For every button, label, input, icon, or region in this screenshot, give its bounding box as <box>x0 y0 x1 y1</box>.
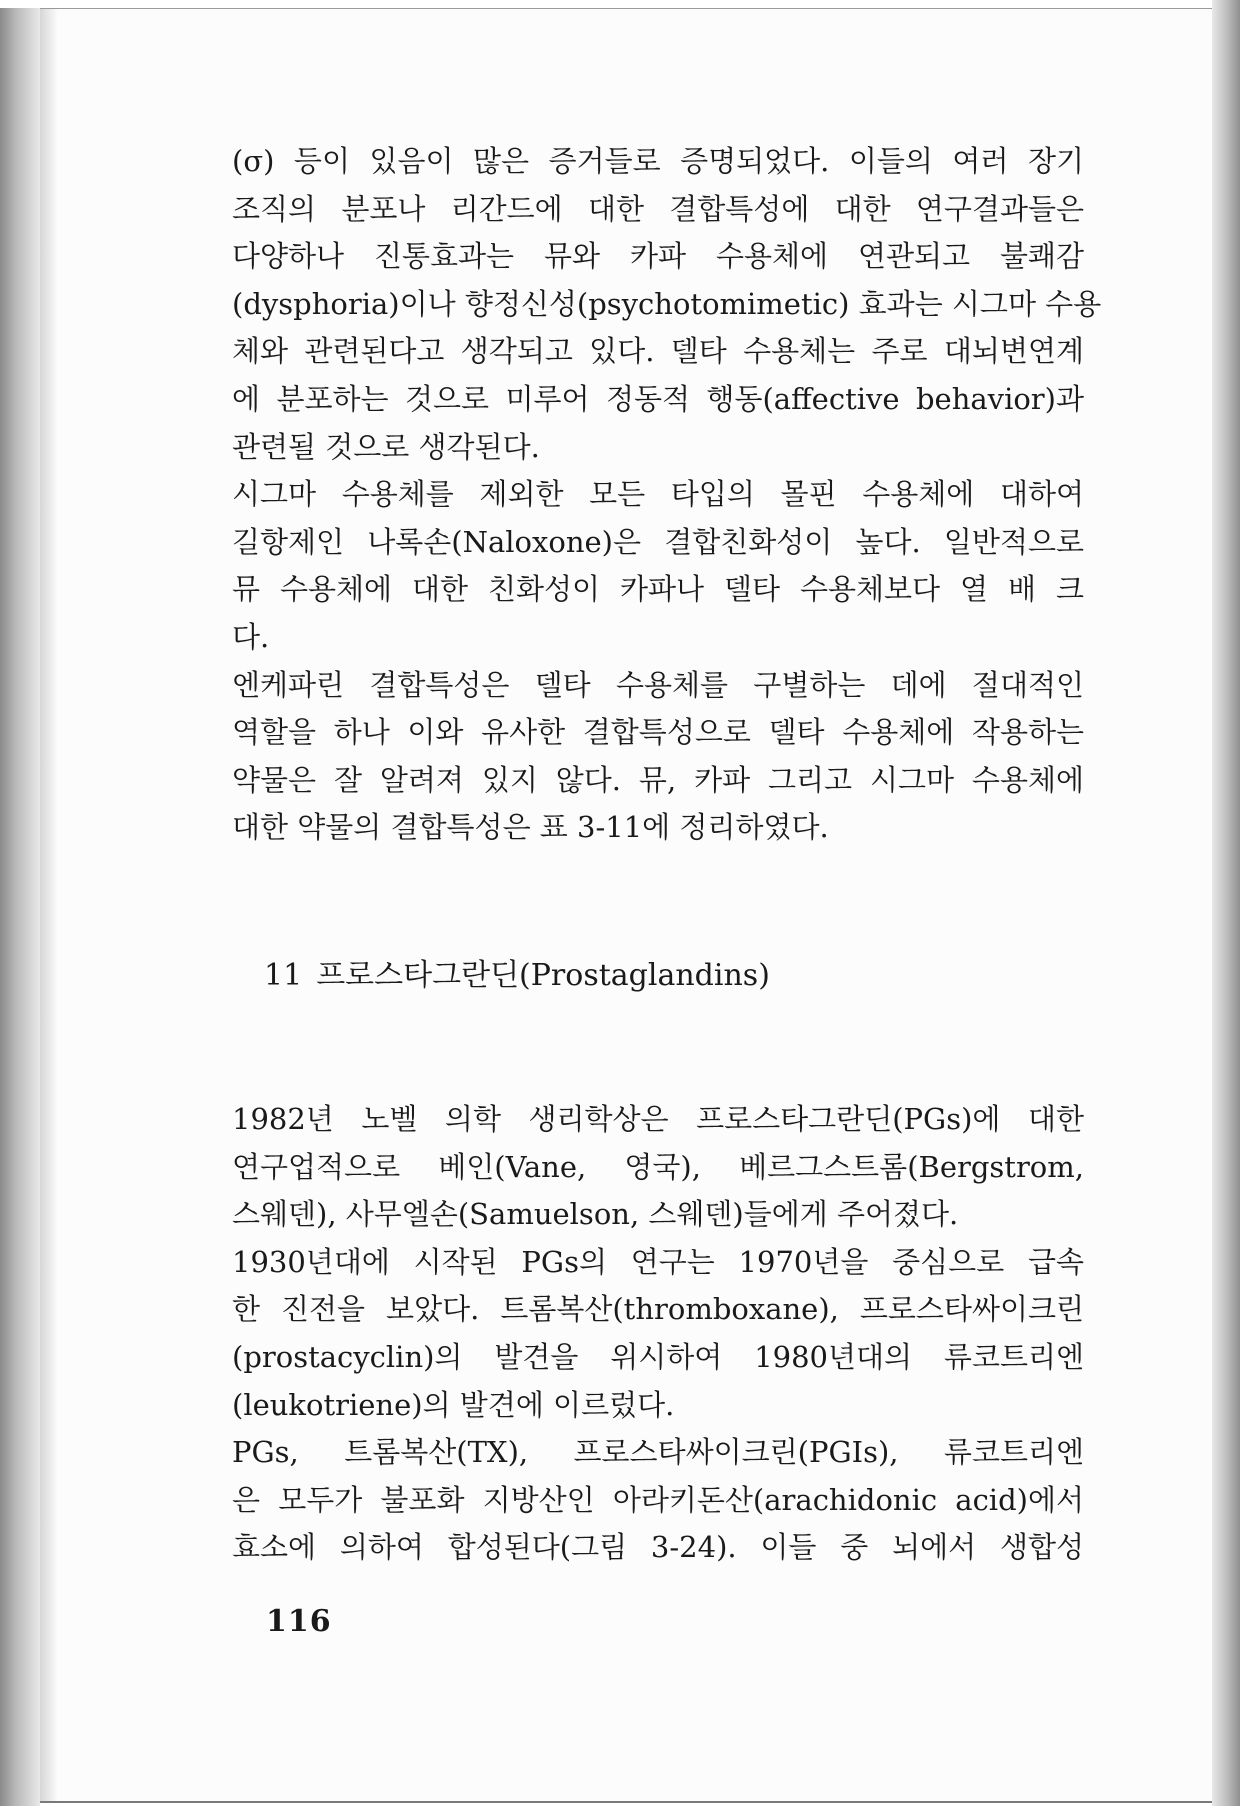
paragraph-6 <box>232 1429 1084 1572</box>
page-edge-shadow-left <box>0 8 40 1806</box>
text-line: PGs, 트롬복산(TX), 프로스타싸이크린(PGIs), 류코트리엔 <box>232 1435 1084 1470</box>
page-edge-shadow-right <box>1212 0 1240 1806</box>
section-opioid-receptors <box>232 138 1102 852</box>
text-line: 다. <box>232 619 270 654</box>
text-line: 엔케파린 결합특성은 델타 수용체를 구별하는 데에 절대적인 <box>232 667 1084 702</box>
text-line: 시그마 수용체를 제외한 모든 타입의 몰핀 수용체에 대하여 <box>232 477 1084 512</box>
section-heading <box>264 954 770 998</box>
text-line: 대한 약물의 결합특성은 표 3-11에 정리하였다. <box>232 810 829 845</box>
text-line: 체와 관련된다고 생각되고 있다. 델타 수용체는 주로 대뇌변연계 <box>232 334 1084 369</box>
section-prostaglandins <box>232 1096 1084 1572</box>
paragraph-5 <box>232 1239 1084 1429</box>
section-title: 프로스타그란딘(Prostaglandins) <box>316 958 770 993</box>
text-line: (dysphoria)이나 향정신성(psychotomimetic) 효과는 시그마 수용 <box>232 286 1102 321</box>
section-number: 11 <box>264 958 303 993</box>
page-number: 116 <box>266 1604 332 1639</box>
text-line: 역할을 하나 이와 유사한 결합특성으로 델타 수용체에 작용하는 <box>232 715 1084 750</box>
text-line: 약물은 잘 알려져 있지 않다. 뮤, 카파 그리고 시그마 수용체에 <box>232 762 1084 797</box>
paragraph-2 <box>232 471 1084 661</box>
text-line: (leukotriene)의 발견에 이르렀다. <box>232 1387 675 1422</box>
text-line: 스웨덴), 사무엘손(Samuelson, 스웨덴)들에게 주어졌다. <box>232 1197 959 1232</box>
page-gutter <box>40 9 58 1801</box>
text-line: 길항제인 나록손(Naloxone)은 결합친화성이 높다. 일반적으로 <box>232 524 1084 559</box>
text-line: 1930년대에 시작된 PGs의 연구는 1970년을 중심으로 급속 <box>232 1244 1084 1279</box>
paragraph-1 <box>232 138 1102 471</box>
paragraph-4 <box>232 1096 1084 1239</box>
text-line: 에 분포하는 것으로 미루어 정동적 행동(affective behavior)과 <box>232 381 1084 416</box>
text-line: 관련될 것으로 생각된다. <box>232 429 540 464</box>
text-line: 1982년 노벨 의학 생리학상은 프로스타그란딘(PGs)에 대한 <box>232 1102 1084 1136</box>
text-line: 은 모두가 불포화 지방산인 아라키돈산(arachidonic acid)에서 <box>232 1482 1084 1517</box>
text-line: 연구업적으로 베인(Vane, 영국), 베르그스트롬(Bergstrom, <box>232 1149 1084 1184</box>
text-line: 조직의 분포나 리간드에 대한 결합특성에 대한 연구결과들은 <box>232 191 1084 226</box>
text-line: 한 진전을 보았다. 트롬복산(thromboxane), 프로스타싸이크린 <box>232 1292 1084 1327</box>
paragraph-3 <box>232 662 1084 852</box>
text-line: (σ) 등이 있음이 많은 증거들로 증명되었다. 이들의 여러 장기 <box>232 144 1084 178</box>
text-line: 다양하나 진통효과는 뮤와 카파 수용체에 연관되고 불쾌감 <box>232 239 1084 274</box>
text-line: (prostacyclin)의 발견을 위시하여 1980년대의 류코트리엔 <box>232 1339 1084 1374</box>
text-line: 뮤 수용체에 대한 친화성이 카파나 델타 수용체보다 열 배 크 <box>232 572 1084 607</box>
text-line: 효소에 의하여 합성된다(그림 3-24). 이들 중 뇌에서 생합성 <box>232 1530 1084 1565</box>
